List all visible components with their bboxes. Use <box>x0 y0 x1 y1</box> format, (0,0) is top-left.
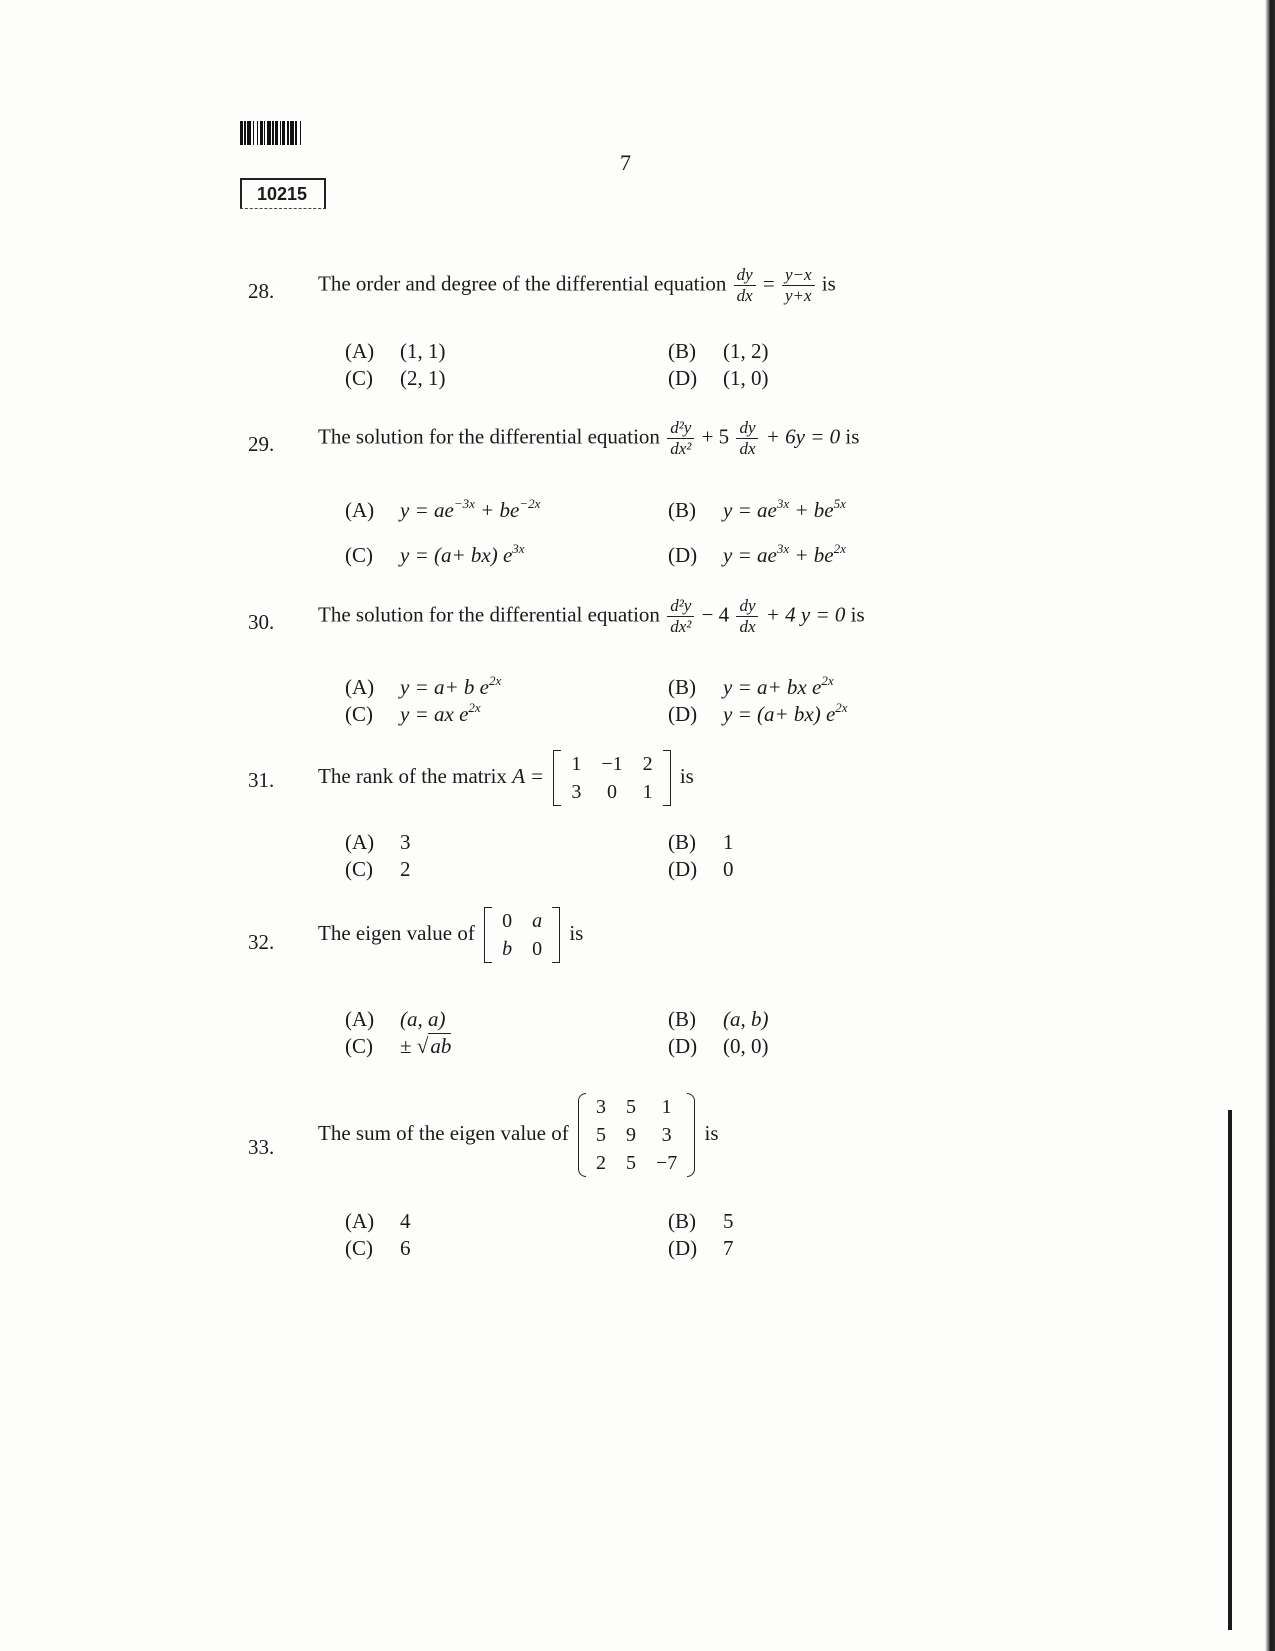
option-a[interactable]: (A) $y = ae^{-3x} + be^{-2x}$ <box>345 496 541 522</box>
option-a[interactable]: (A) y = a+ b $e^{2x}$ <box>345 673 502 699</box>
option-a[interactable]: (A) 3 <box>345 830 411 854</box>
option-d[interactable]: (D) 7 <box>668 1236 734 1260</box>
question-number: 29. <box>248 432 275 456</box>
option-b[interactable]: (B) 1 <box>668 830 734 854</box>
question-text: The eigen value of 0 a b 0 is <box>318 907 583 963</box>
question-text: The rank of the matrix A = 1 −1 2 3 0 1 is <box>318 750 694 806</box>
option-d[interactable]: (D) $y = ae^{3x} + be^{2x}$ <box>668 541 846 567</box>
option-d[interactable]: (D) (0, 0) <box>668 1034 769 1058</box>
question-number: 30. <box>248 610 275 634</box>
barcode <box>240 121 382 145</box>
option-a[interactable]: (A) 4 <box>345 1209 411 1233</box>
fraction: $\frac{dy}{dx}$ <box>736 418 758 459</box>
option-b[interactable]: (B) 5 <box>668 1209 734 1233</box>
option-b[interactable]: (B) (1, 2) <box>668 339 769 363</box>
option-a[interactable]: (A) (1, 1) <box>345 339 446 363</box>
option-c[interactable]: (C) ± √ab <box>345 1034 452 1058</box>
fraction: $\frac{y-x}{y+x}$ <box>782 265 815 306</box>
question-number: 28. <box>248 279 275 303</box>
scan-edge <box>1265 0 1275 1651</box>
option-c[interactable]: (C) 2 <box>345 857 411 881</box>
option-a[interactable]: (A) (a, a) <box>345 1007 446 1031</box>
option-d[interactable]: (D) (1, 0) <box>668 366 769 390</box>
option-c[interactable]: (C) y = (a+ bx) $e^{3x}$ <box>345 541 525 567</box>
option-c[interactable]: (C) 6 <box>345 1236 411 1260</box>
question-text: The order and degree of the differential equation $\frac{dy}{dx}$ = $\frac{y-x}{y+x}$ is <box>318 265 836 305</box>
option-b[interactable]: (B) y = a+ bx $e^{2x}$ <box>668 673 834 699</box>
fraction: $\frac{\text{d²y}}{\text{dx²}}$ <box>667 596 694 637</box>
matrix: 1 −1 2 3 0 1 <box>553 750 670 806</box>
question-text: The sum of the eigen value of 3 5 1 5 9 3 2 5 −7 is <box>318 1093 719 1177</box>
fraction: $\frac{dy}{dx}$ <box>734 265 756 306</box>
option-c[interactable]: (C) (2, 1) <box>345 366 446 390</box>
page-number: 7 <box>620 150 631 175</box>
matrix: 3 5 1 5 9 3 2 5 −7 <box>578 1093 695 1177</box>
barcode-bar <box>301 121 303 145</box>
option-d[interactable]: (D) 0 <box>668 857 734 881</box>
matrix: 0 a b 0 <box>484 907 560 963</box>
question-text: The solution for the differential equation $\frac{\text{d²y}}{\text{dx²}}$ + 5 $\frac{dy}{dx}$ + 6y = 0 is <box>318 418 860 458</box>
fraction: $\frac{dy}{dx}$ <box>736 596 758 637</box>
question-number: 32. <box>248 930 275 954</box>
option-c[interactable]: (C) y = ax $e^{2x}$ <box>345 700 481 726</box>
question-text: The solution for the differential equation $\frac{\text{d²y}}{\text{dx²}}$ − 4 $\frac{dy}{dx}$ + 4 y = 0 is <box>318 596 865 636</box>
paper-code: 10215 <box>240 178 326 209</box>
question-number: 33. <box>248 1135 275 1159</box>
scan-edge-line <box>1228 1110 1232 1630</box>
question-number: 31. <box>248 768 275 792</box>
option-b[interactable]: (B) (a, b) <box>668 1007 769 1031</box>
option-b[interactable]: (B) $y = ae^{3x} + be^{5x}$ <box>668 496 846 522</box>
fraction: $\frac{\text{d²y}}{\text{dx²}}$ <box>667 418 694 459</box>
option-d[interactable]: (D) y = (a+ bx) $e^{2x}$ <box>668 700 848 726</box>
